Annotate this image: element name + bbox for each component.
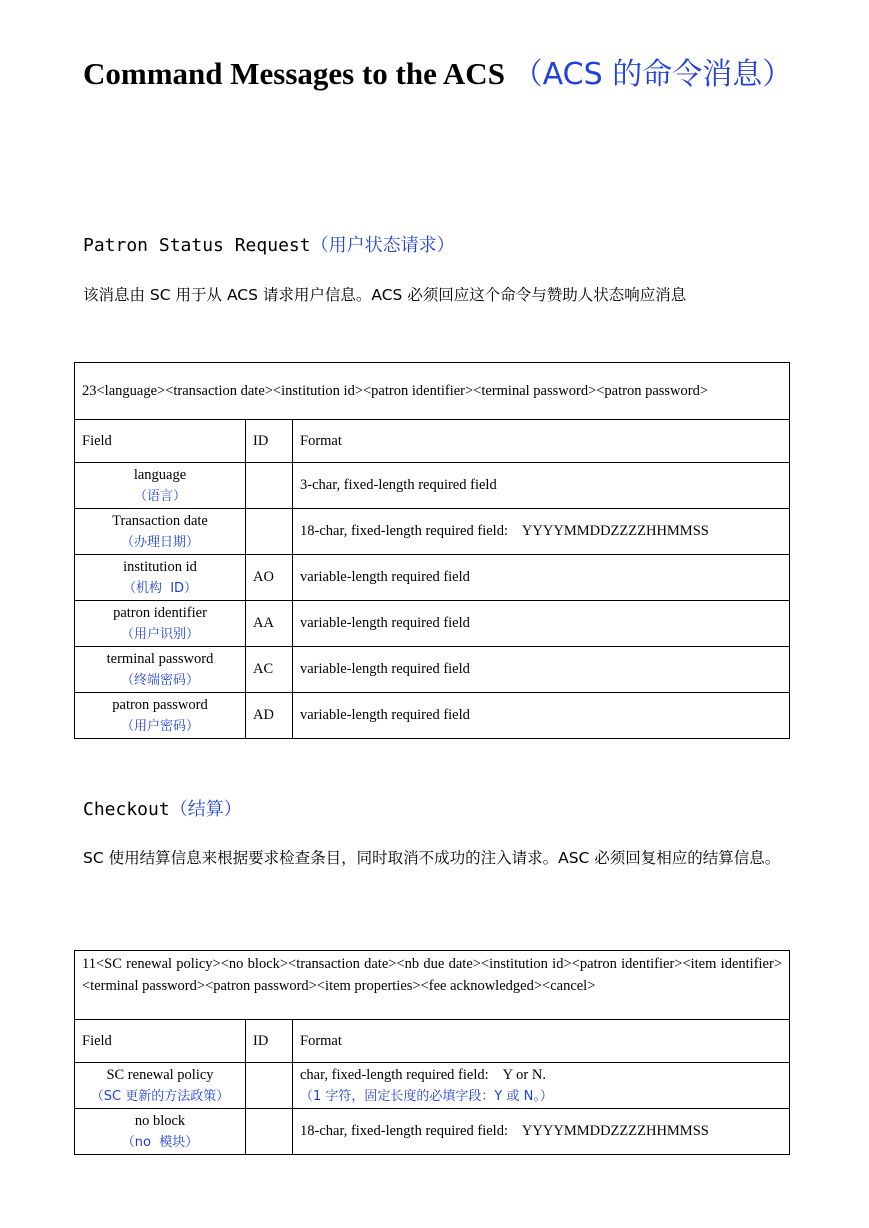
table-row	[75, 647, 790, 693]
field-name: SC renewal policy	[106, 1066, 214, 1083]
id-cell	[246, 1063, 293, 1109]
table-row	[75, 601, 790, 647]
field-name: patron identifier	[113, 604, 207, 621]
field-name-cn: （机构 ID）	[122, 580, 198, 596]
field-name: patron password	[112, 696, 208, 713]
format-cell: 3-char, fixed-length required field	[293, 463, 790, 509]
table-header-row	[75, 420, 790, 463]
field-cell	[75, 1063, 246, 1109]
id-cell: AD	[246, 693, 293, 739]
format-text: char, fixed-length required field: Y or N.	[300, 1066, 546, 1083]
field-name-cn: （用户识别）	[120, 626, 199, 642]
header-field: Field	[75, 420, 246, 463]
field-name-cn: （办理日期）	[120, 534, 199, 550]
field-cell	[75, 693, 246, 739]
field-cell	[75, 509, 246, 555]
page-title-en: Command Messages to the ACS	[83, 56, 513, 91]
checkout-table	[74, 950, 790, 1155]
id-cell: AO	[246, 555, 293, 601]
field-name-cn: （SC 更新的方法政策）	[90, 1088, 230, 1104]
patron-status-heading-cn: （用户状态请求）	[310, 235, 455, 256]
id-cell	[246, 1109, 293, 1155]
patron-status-description: 该消息由 SC 用于从 ACS 请求用户信息。ACS 必须回应这个命令与赞助人状态响应消息	[83, 286, 687, 304]
id-cell	[246, 509, 293, 555]
command-row	[75, 951, 790, 1020]
checkout-description: SC 使用结算信息来根据要求检查条目，同时取消不成功的注入请求。ASC 必须回复相应的结算信息。	[83, 849, 781, 867]
table-row	[75, 555, 790, 601]
format-cell: variable-length required field	[293, 693, 790, 739]
patron-status-heading	[83, 231, 455, 257]
id-cell: AC	[246, 647, 293, 693]
header-format: Format	[293, 1020, 790, 1063]
format-cell: 18-char, fixed-length required field: YYYYMMDDZZZZHHMMSS	[293, 509, 790, 555]
header-field: Field	[75, 1020, 246, 1063]
field-cell	[75, 1109, 246, 1155]
format-cell	[293, 1063, 790, 1109]
patron-status-table	[74, 362, 790, 739]
command-string: 23<language><transaction date><institution id><patron identifier><terminal password><patron password>	[75, 363, 790, 420]
header-format: Format	[293, 420, 790, 463]
patron-status-heading-en: Patron Status Request	[83, 235, 311, 256]
table-row	[75, 463, 790, 509]
field-name-cn: （终端密码）	[120, 672, 199, 688]
field-name-cn: （用户密码）	[120, 718, 199, 734]
id-cell	[246, 463, 293, 509]
field-name-cn: （no 模块）	[121, 1134, 199, 1150]
format-cell: variable-length required field	[293, 555, 790, 601]
format-text-cn: （1 字符，固定长度的必填字段：Y 或 N。）	[300, 1088, 553, 1104]
field-name: no block	[134, 1112, 186, 1129]
command-row	[75, 363, 790, 420]
field-name-cn: （语言）	[133, 488, 186, 504]
page-title-cn: （ACS 的命令消息）	[512, 57, 793, 92]
field-cell	[75, 601, 246, 647]
field-name: Transaction date	[112, 512, 208, 529]
id-cell: AA	[246, 601, 293, 647]
checkout-heading	[83, 795, 242, 821]
table-row	[75, 1063, 790, 1109]
command-string: 11<SC renewal policy><no block><transaction date><nb due date><institution id><patron identifier><item identifier><terminal password><patron password><item properties><fee acknowledged><cancel>	[75, 951, 790, 1020]
table-row	[75, 1109, 790, 1155]
format-cell: 18-char, fixed-length required field: YYYYMMDDZZZZHHMMSS	[293, 1109, 790, 1155]
field-cell	[75, 555, 246, 601]
table-row	[75, 693, 790, 739]
checkout-heading-en: Checkout	[83, 799, 170, 820]
format-cell: variable-length required field	[293, 601, 790, 647]
field-cell	[75, 463, 246, 509]
table-header-row	[75, 1020, 790, 1063]
field-name: institution id	[123, 558, 197, 575]
format-cell: variable-length required field	[293, 647, 790, 693]
header-id: ID	[246, 420, 293, 463]
field-name: language	[133, 466, 187, 483]
table-row	[75, 509, 790, 555]
checkout-heading-cn: （结算）	[169, 799, 242, 820]
field-name: terminal password	[106, 650, 214, 667]
field-cell	[75, 647, 246, 693]
page-title	[83, 46, 803, 102]
header-id: ID	[246, 1020, 293, 1063]
